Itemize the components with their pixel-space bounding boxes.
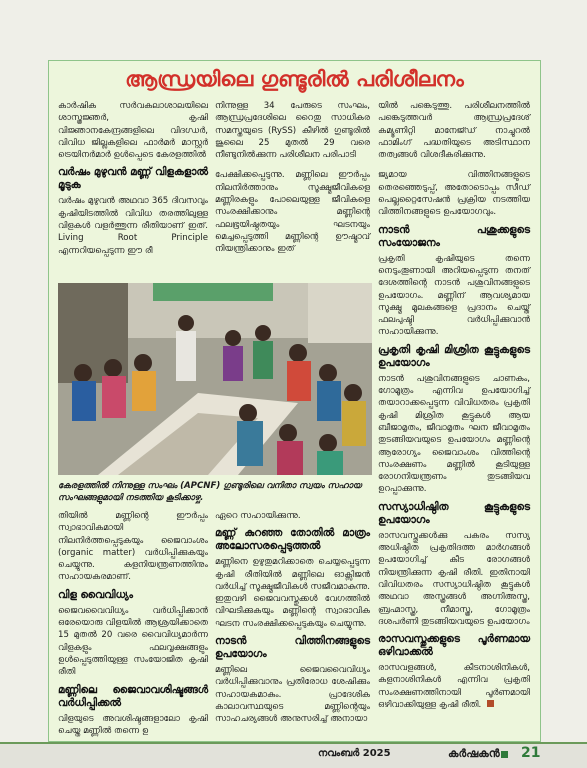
column-2-top bbox=[215, 100, 370, 259]
section-body-crop-diversity: ജൈവവൈവിധ്യം വർധിപ്പിക്കാൻ ഒരേയൊരു വിളയിൽ ആശ്രയിക്കാതെ 15 മുതൽ 20 വരെ വൈവിധ്യമാർന്ന വിളകളും ഫലവൃക്ഷങ്ങളും ഉൾപ്പെടുത്തിയുള്ള സംയോജിത കൃഷി രീതി bbox=[58, 605, 208, 678]
column-3 bbox=[378, 100, 530, 714]
section-body-mixtures: നാടൻ പശുവിനങ്ങളുടെ ചാണകം, ഗോമൂത്രം എന്നിവ ഉപയോഗിച്ച് തയാറാക്കപ്പെടുന്ന വിവിധതരം പ്രകൃതി കൃഷി മിശ്രിത കൂട്ടുകൾ ആയ ബീജാമൃതം, ജീവാമൃതം ഘന ജീവാമൃതം തുടങ്ങിയവയുടെ ഉപയോഗം മണ്ണിന്റെ ആരോഗ്യം ജൈവാംശം വിത്തിന്റെ സംരക്ഷണം മണ്ണിൽ കൂടിയുള്ള രോഗനിയന്ത്രണം തുടങ്ങിയവ ഉറപ്പാക്കുന്നു. bbox=[378, 373, 530, 495]
column-1-bottom bbox=[58, 510, 208, 740]
section-body-botanicals: രാസവസ്തുക്കൾക്കു പകരം സസ്യ അധിഷ്ഠിത പ്രകൃതിദത്ത മാർഗങ്ങൾ ഉപയോഗിച്ച് കീട രോഗങ്ങൾ നിയന്ത്രിക്കുന്ന കൃഷി രീതി. ഇതിനായി വിവിധതരം സസ്യാധിഷ്ഠിത കൂട്ടുകൾ അഥവാ അസ്ത്രങ്ങൾ അഗ്നിഅസ്ത്ര, ബ്രഹ്മാസ്ത്ര, നീമാസ്ത്ര, ഗോമൂത്രം ദശപർണി തുടങ്ങിയവയുടെ ഉപയോഗം bbox=[378, 530, 530, 627]
section-heading-crop-diversity: വിള വൈവിധ്യം bbox=[58, 588, 133, 601]
end-mark-icon bbox=[487, 700, 494, 707]
group-photo bbox=[58, 283, 372, 475]
section-cont-help: ഏറെ സഹായിക്കുന്നു. bbox=[215, 511, 301, 521]
section-body-min-tillage: മണ്ണിനെ ഉഴുതുമറിക്കാതെ ചെയ്യപ്പെടുന്ന കൃഷി രീതിയിൽ മണ്ണിലെ ഓക്സിജൻ വർധിച്ച് സൂക്ഷ്മജീവികൾ സജീവമാകുന്നു. ഇതുവഴി ജൈവവസ്തുക്കൾ വേഗത്തിൽ വിഘടിക്കുകയും മണ്ണിന്റെ സ്വാഭാവിക ഘടന സംരക്ഷിക്കപ്പെടുകയും ചെയ്യുന്നു. bbox=[215, 557, 370, 629]
section-heading-botanicals: സസ്യാധിഷ്ഠിത കൂട്ടുകളുടെ ഉപയോഗം bbox=[378, 500, 530, 526]
photo-caption: കേരളത്തിൽ നിന്നുള്ള സംഘം (APCNF) ഗുണ്ടൂരിലെ വനിതാ സ്വയം സഹായ സംഘങ്ങളുമായി നടത്തിയ കൂടിക്കാഴ്ച. bbox=[58, 481, 362, 503]
footer-square-icon bbox=[501, 751, 508, 758]
column-2-bottom bbox=[215, 510, 370, 729]
section-body-native-cows: പ്രകൃതി കൃഷിയുടെ തന്നെ നെടുംതൂണായി അറിയപ്പെടുന്ന തനത് ദേശത്തിന്റെ നാടൻ പശുവിനങ്ങളുടെ ഉപയോഗം. മണ്ണിന് ആവശ്യമായ സൂക്ഷ്മ മൂലകങ്ങളെ പ്രദാനം ചെയ്ത് ഫലപുഷ്ടി വർധിപ്പിക്കുവാൻ സഹായിക്കുന്നു. bbox=[378, 253, 530, 338]
intro-col3: യിൽ പങ്കെടുത്തു. പരിശീലനത്തിൽ പങ്കെടുത്തവർ ആന്ധ്രപ്രദേശ് കമ്യൂണിറ്റി മാനേജ്ഡ് നാച്ചുറൽ ഫാമിംഗ് പദ്ധതിയുടെ അടിസ്ഥാന തത്വങ്ങൾ വിശദീകരിക്കുന്നു. bbox=[378, 101, 530, 161]
footer-rule bbox=[0, 742, 587, 744]
section-body-no-chemicals bbox=[378, 662, 530, 711]
footer-magazine-name: കർഷകൻ bbox=[448, 747, 500, 760]
section-heading-min-tillage: മണ്ണ് കുറഞ്ഞ തോതിൽ മാത്രം അലോസരപ്പെടുത്തൽ bbox=[215, 527, 370, 553]
section-heading-native-cows: നാടൻ പശുക്കളുടെ സംയോജനം bbox=[378, 223, 530, 249]
section-cont-seeds: ജ്യമായ വിത്തിനങ്ങളുടെ തെരഞ്ഞെടുപ്പ്, അതോടൊപ്പം സീഡ് പെല്ലറ്റൈസേഷൻ പ്രക്രിയ നടത്തിയ വിത്തിനങ്ങളുടെ ഉപയോഗവും. bbox=[378, 170, 530, 218]
page-number: 21 bbox=[521, 745, 541, 761]
section-heading-cover-soil: വർഷം മുഴുവൻ മണ്ണ് വിളകളാൽ മൂടുക bbox=[58, 166, 208, 192]
section-heading-native-seeds: നാടൻ വിത്തിനങ്ങളുടെ ഉപയോഗം bbox=[215, 635, 370, 661]
section-heading-mixtures: പ്രകൃതി കൃഷി മിശ്രിത കൂട്ടുകളുടെ ഉപയോഗം bbox=[378, 343, 530, 369]
section-cont-cover-soil: പേക്ഷിക്കപ്പെടുന്നു. മണ്ണിലെ ഈർപ്പം നിലനിർത്താനും സൂക്ഷ്മജീവികളെ മണ്ണിരകളും പോലെയുള്ള ജീവികളെ സംരക്ഷിക്കാനും മണ്ണിന്റെ ഫലഭൂയിഷ്ഠതയും ഘടനയും മെച്ചപ്പെടുത്തി മണ്ണിന്റെ ഊഷ്മാവ് നിയന്ത്രിക്കാനും ഇത് bbox=[215, 170, 370, 255]
intro-col1: കാർഷിക സർവകലാശാലയിലെ ശാസ്ത്രജ്ഞർ, കൃഷി വിജ്ഞാനകേന്ദ്രങ്ങളിലെ വിദഗ്ധർ, വിവിധ ജില്ലകളിലെ ഫാർമർ മാസ്റ്റർ ട്രെയിനർമാർ ഉൾപ്പെടെ കേരളത്തിൽ bbox=[58, 101, 208, 161]
section-body-residues: വിളയുടെ അവശിഷ്ടങ്ങളാലോ കൃഷി ചെയ്ത മണ്ണിൽ തന്നെ ഉ bbox=[58, 713, 208, 736]
meeting-photo-illustration bbox=[58, 283, 372, 475]
section-body-native-seeds: മണ്ണിലെ ജൈവവൈവിധ്യം വർധിപ്പിക്കുവാനും പ്രതിരോധ ശേഷിക്കും സഹായകമാകും. പ്രാദേശിക കാലാവസ്ഥയുടെ മണ്ണിന്റെയും സാഹചര്യങ്ങൾ അനുസരിച്ച് അനായാ bbox=[215, 665, 370, 725]
no-chemicals-text: രാസവളങ്ങൾ, കീടനാശിനികൾ, കളനാശിനികൾ എന്നിവ പ്രകൃതി സംരക്ഷണത്തിനായി പൂർണമായി ഒഴിവാക്കിയുള്ള കൃഷി രീതി. bbox=[378, 663, 530, 710]
footer-date: നവംബർ 2025 bbox=[318, 748, 391, 759]
page-footer bbox=[0, 742, 587, 768]
intro-col2: നിന്നുള്ള 34 പേരുടെ സംഘം, ആന്ധ്രപ്രദേശിലെ റൈതു സാധികര സമസ്തയുടെ (RySS) കീഴിൽ ഗുണ്ടൂരിൽ ജൂലൈ 25 മുതൽ 29 വരെ നീണ്ടുനിൽക്കുന്ന പരിശീലന പരിപാടി bbox=[215, 101, 370, 161]
section-cont-moisture: തിയിൽ മണ്ണിന്റെ ഈർപ്പം സ്വാഭാവികമായി നിലനിർത്തപ്പെടുകയും ജൈവാംശം (organic matter) വർധിപ്പിക്കുകയും ചെയ്യുന്നു. കളനിയന്ത്രണത്തിനും സഹായകരമാണ്. bbox=[58, 511, 208, 583]
article-title: ആന്ധ്രയിലെ ഗുണ്ടൂരിൽ പരിശീലനം bbox=[125, 67, 464, 91]
section-heading-residues: മണ്ണിലെ ജൈവാവശിഷ്ടങ്ങൾ വർധിപ്പിക്കൽ bbox=[58, 683, 208, 709]
section-heading-no-chemicals: രാസവസ്തുക്കളുടെ പൂർണമായ ഒഴിവാക്കൽ bbox=[378, 633, 530, 659]
column-1-top bbox=[58, 100, 208, 260]
section-body-cover-soil: വർഷം മുഴുവൻ അഥവാ 365 ദിവസവും കൃഷിയിടത്തിൽ വിവിധ തരത്തിലുള്ള വിളകൾ വളർത്തുന്ന രീതിയാണ് ഇത്. Living Root Principle എന്നറിയപ്പെടുന്ന ഈ രീ bbox=[58, 196, 208, 256]
